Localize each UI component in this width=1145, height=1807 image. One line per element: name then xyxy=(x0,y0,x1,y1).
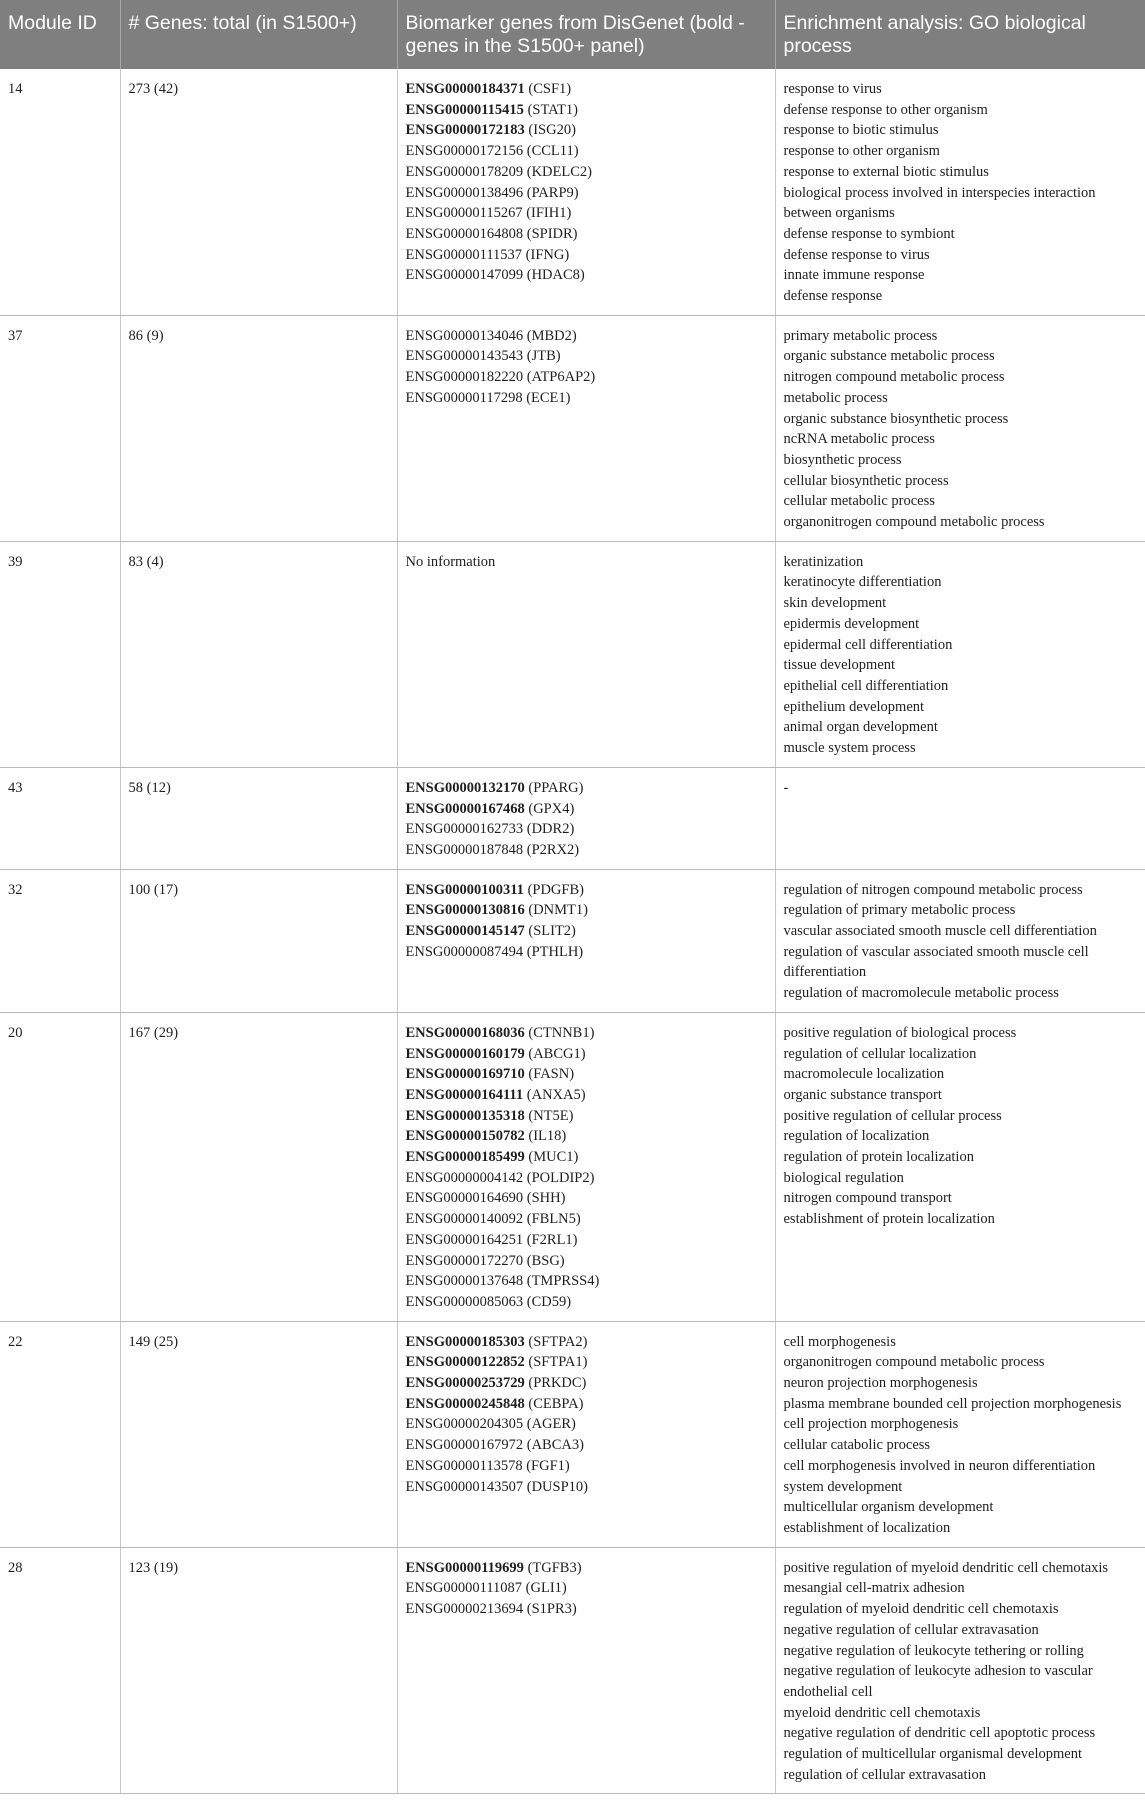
cell-genes-total: 273 (42) xyxy=(120,69,397,315)
gene-symbol: (PRKDC) xyxy=(528,1375,587,1392)
header-go-process: Enrichment analysis: GO biological process xyxy=(775,0,1145,69)
biomarker-gene xyxy=(406,921,767,942)
cell-genes-total: 83 (4) xyxy=(120,541,397,767)
table-row xyxy=(0,869,1145,1012)
gene-symbol: (AGER) xyxy=(526,1416,576,1433)
cell-module-id: 28 xyxy=(0,1547,120,1794)
gene-id-in-panel: ENSG00000253729 xyxy=(405,1375,525,1392)
go-process-item: negative regulation of leukocyte adhesion to vascular endothelial cell xyxy=(783,1663,1093,1700)
gene-symbol: (DUSP10) xyxy=(526,1478,588,1495)
cell-biomarker-genes xyxy=(397,767,775,869)
biomarker-gene xyxy=(406,1064,767,1085)
gene-id-in-panel: ENSG00000185499 xyxy=(405,1149,525,1166)
gene-id: ENSG00000117298 xyxy=(405,389,523,406)
gene-symbol: (ANXA5) xyxy=(526,1086,586,1103)
go-process-item: regulation of localization xyxy=(783,1128,930,1145)
gene-id: ENSG00000134046 xyxy=(405,327,524,344)
gene-id-in-panel: ENSG00000160179 xyxy=(405,1045,525,1062)
biomarker-gene xyxy=(406,224,767,245)
biomarker-gene xyxy=(406,162,767,183)
go-process-item: cellular catabolic process xyxy=(783,1437,931,1454)
biomarker-gene xyxy=(406,1599,767,1620)
table-row xyxy=(0,1547,1145,1794)
gene-symbol: (SFTPA2) xyxy=(528,1333,588,1350)
gene-symbol: (ECE1) xyxy=(526,389,571,406)
gene-symbol: (PARP9) xyxy=(526,184,579,201)
gene-symbol: (SPIDR) xyxy=(526,225,578,242)
cell-genes-total: 86 (9) xyxy=(120,315,397,541)
gene-id: ENSG00000164251 xyxy=(405,1231,524,1248)
biomarker-gene xyxy=(406,1332,767,1353)
gene-id-in-panel: ENSG00000167468 xyxy=(405,800,525,817)
go-process-item: myeloid dendritic cell chemotaxis xyxy=(783,1704,981,1721)
go-process-item: regulation of protein localization xyxy=(783,1149,974,1166)
header-genes-total: # Genes: total (in S1500+) xyxy=(120,0,397,69)
go-process-item: ncRNA metabolic process xyxy=(783,431,935,448)
go-process-item: mesangial cell-matrix adhesion xyxy=(783,1580,965,1597)
go-process-item: biosynthetic process xyxy=(783,451,902,468)
biomarker-gene xyxy=(406,1477,767,1498)
table-body xyxy=(0,69,1145,1794)
biomarker-gene xyxy=(406,1394,767,1415)
gene-id-in-panel: ENSG00000132170 xyxy=(405,779,525,796)
go-process-item: positive regulation of cellular process xyxy=(783,1107,1002,1124)
gene-symbol: (IFNG) xyxy=(525,246,570,263)
biomarker-gene xyxy=(406,1251,767,1272)
gene-id: ENSG00000213694 xyxy=(405,1601,524,1618)
gene-id-in-panel: ENSG00000119699 xyxy=(405,1559,524,1576)
cell-go-processes xyxy=(775,541,1145,767)
gene-symbol: (CCL11) xyxy=(526,143,579,160)
cell-genes-total: 123 (19) xyxy=(120,1547,397,1794)
gene-symbol: (JTB) xyxy=(526,348,561,365)
go-process-item: muscle system process xyxy=(783,740,916,757)
go-process-item: response to other organism xyxy=(783,143,940,160)
biomarker-gene xyxy=(406,1023,767,1044)
go-process-item: plasma membrane bounded cell projection morphogenesis xyxy=(783,1395,1122,1412)
biomarker-gene xyxy=(406,1435,767,1456)
go-process-item: negative regulation of cellular extravasation xyxy=(783,1621,1039,1638)
cell-go-processes xyxy=(775,1547,1145,1794)
go-process-item: regulation of nitrogen compound metabolic process xyxy=(783,881,1083,898)
biomarker-gene xyxy=(406,79,767,100)
go-process-item: vascular associated smooth muscle cell differentiation xyxy=(783,923,1097,940)
gene-symbol: (ATP6AP2) xyxy=(526,369,596,386)
go-process-item: cell projection morphogenesis xyxy=(783,1416,959,1433)
gene-symbol: (DNMT1) xyxy=(528,902,588,919)
gene-id: ENSG00000004142 xyxy=(405,1169,524,1186)
biomarker-gene xyxy=(406,1558,767,1579)
go-process-item: system development xyxy=(783,1478,903,1495)
header-module-id: Module ID xyxy=(0,0,120,69)
gene-symbol: (KDELC2) xyxy=(526,163,592,180)
biomarker-gene xyxy=(406,1126,767,1147)
go-process-item: cell morphogenesis involved in neuron differentiation xyxy=(783,1457,1096,1474)
gene-id-in-panel: ENSG00000184371 xyxy=(405,81,525,97)
biomarker-gene xyxy=(406,1168,767,1189)
gene-id-in-panel: ENSG00000145147 xyxy=(405,923,525,940)
cell-go-processes xyxy=(775,69,1145,315)
table-row xyxy=(0,1012,1145,1321)
gene-id: ENSG00000111537 xyxy=(405,246,523,263)
go-process-item: regulation of primary metabolic process xyxy=(783,902,1016,919)
gene-id-in-panel: ENSG00000100311 xyxy=(405,881,524,898)
gene-id: ENSG00000113578 xyxy=(405,1457,523,1474)
go-process-item: - xyxy=(783,779,789,796)
gene-id: ENSG00000111087 xyxy=(405,1580,523,1597)
gene-id: ENSG00000140092 xyxy=(405,1211,524,1228)
go-process-item: response to biotic stimulus xyxy=(783,122,939,139)
go-process-item: tissue development xyxy=(783,657,896,674)
header-biomarker-genes: Biomarker genes from DisGenet (bold - genes in the S1500+ panel) xyxy=(397,0,775,69)
gene-symbol: (ISG20) xyxy=(528,122,576,139)
cell-go-processes xyxy=(775,1012,1145,1321)
gene-symbol: (STAT1) xyxy=(527,101,578,118)
go-process-item: cellular biosynthetic process xyxy=(783,472,949,489)
cell-genes-total: 58 (12) xyxy=(120,767,397,869)
gene-symbol: (CEBPA) xyxy=(528,1395,584,1412)
go-process-item: regulation of myeloid dendritic cell chemotaxis xyxy=(783,1601,1059,1618)
cell-go-processes xyxy=(775,1321,1145,1547)
biomarker-gene xyxy=(406,265,767,286)
gene-symbol: (PTHLH) xyxy=(526,943,584,960)
cell-biomarker-genes xyxy=(397,1012,775,1321)
gene-symbol: (FGF1) xyxy=(526,1457,570,1474)
cell-genes-total: 100 (17) xyxy=(120,869,397,1012)
gene-id: ENSG00000164808 xyxy=(405,225,524,242)
biomarker-gene xyxy=(406,367,767,388)
biomarker-gene xyxy=(406,183,767,204)
gene-symbol: (MUC1) xyxy=(528,1149,579,1166)
gene-symbol: (PDGFB) xyxy=(527,881,584,898)
no-information-text: No information xyxy=(405,553,496,570)
go-process-item: establishment of localization xyxy=(783,1520,951,1536)
go-process-item: negative regulation of dendritic cell apoptotic process xyxy=(783,1725,1096,1742)
gene-symbol: (ABCA3) xyxy=(526,1437,584,1454)
go-process-item: positive regulation of myeloid dendritic cell chemotaxis xyxy=(783,1559,1109,1576)
gene-symbol: (BSG) xyxy=(526,1252,565,1269)
biomarker-gene xyxy=(406,1373,767,1394)
cell-module-id: 32 xyxy=(0,869,120,1012)
gene-id: ENSG00000085063 xyxy=(405,1293,524,1310)
biomarker-gene xyxy=(406,1230,767,1251)
cell-genes-total: 167 (29) xyxy=(120,1012,397,1321)
cell-module-id: 43 xyxy=(0,767,120,869)
biomarker-gene xyxy=(406,1271,767,1292)
cell-genes-total: 149 (25) xyxy=(120,1321,397,1547)
go-process-item: organic substance transport xyxy=(783,1086,942,1103)
gene-symbol: (CSF1) xyxy=(528,81,572,97)
gene-id: ENSG00000172270 xyxy=(405,1252,524,1269)
biomarker-gene xyxy=(406,388,767,409)
gene-id-in-panel: ENSG00000135318 xyxy=(405,1107,525,1124)
gene-symbol: (POLDIP2) xyxy=(526,1169,595,1186)
gene-id-in-panel: ENSG00000130816 xyxy=(405,902,525,919)
gene-id-in-panel: ENSG00000169710 xyxy=(405,1066,525,1083)
go-process-item: regulation of vascular associated smooth muscle cell differentiation xyxy=(783,943,1089,981)
biomarker-gene xyxy=(406,880,767,901)
go-process-item: regulation of macromolecule metabolic process xyxy=(783,985,1059,1002)
gene-symbol: (TGFB3) xyxy=(527,1559,582,1576)
go-process-item: positive regulation of biological process xyxy=(783,1024,1017,1041)
table-row xyxy=(0,541,1145,767)
biomarker-gene xyxy=(406,1292,767,1313)
gene-symbol: (IL18) xyxy=(528,1128,567,1145)
biomarker-gene xyxy=(406,942,767,963)
gene-id-in-panel: ENSG00000245848 xyxy=(405,1395,525,1412)
biomarker-gene xyxy=(406,203,767,224)
cell-module-id: 14 xyxy=(0,69,120,315)
gene-id: ENSG00000167972 xyxy=(405,1437,524,1454)
cell-biomarker-genes xyxy=(397,1321,775,1547)
table-row xyxy=(0,315,1145,541)
go-process-item: primary metabolic process xyxy=(783,327,938,344)
go-process-item: metabolic process xyxy=(783,389,888,406)
gene-symbol: (NT5E) xyxy=(528,1107,574,1124)
biomarker-gene xyxy=(406,778,767,799)
cell-module-id: 20 xyxy=(0,1012,120,1321)
gene-id: ENSG00000087494 xyxy=(405,943,524,960)
biomarker-gene xyxy=(406,1352,767,1373)
gene-symbol: (SHH) xyxy=(526,1190,566,1207)
biomarker-gene xyxy=(406,819,767,840)
biomarker-gene xyxy=(406,1456,767,1477)
biomarker-gene xyxy=(406,1188,767,1209)
biomarker-gene xyxy=(406,346,767,367)
biomarker-gene xyxy=(406,1106,767,1127)
gene-symbol: (FASN) xyxy=(528,1066,575,1083)
gene-id-in-panel: ENSG00000150782 xyxy=(405,1128,525,1145)
biomarker-gene xyxy=(406,1414,767,1435)
go-process-item: innate immune response xyxy=(783,267,925,284)
gene-id-in-panel: ENSG00000122852 xyxy=(405,1354,525,1371)
biomarker-gene xyxy=(406,1085,767,1106)
go-process-item: regulation of cellular localization xyxy=(783,1045,977,1062)
gene-symbol: (PPARG) xyxy=(528,779,584,796)
gene-symbol: (IFIH1) xyxy=(526,205,572,222)
go-process-item: neuron projection morphogenesis xyxy=(783,1375,978,1392)
cell-biomarker-genes xyxy=(397,69,775,315)
go-process-item: defense response to virus xyxy=(783,246,930,263)
biomarker-gene xyxy=(406,1044,767,1065)
gene-id: ENSG00000138496 xyxy=(405,184,524,201)
biomarker-gene xyxy=(406,900,767,921)
go-process-item: organic substance metabolic process xyxy=(783,348,995,365)
go-process-item: macromolecule localization xyxy=(783,1066,945,1083)
gene-id-in-panel: ENSG00000164111 xyxy=(405,1086,524,1103)
go-process-item: cellular metabolic process xyxy=(783,493,935,510)
gene-id-in-panel: ENSG00000172183 xyxy=(405,122,525,139)
biomarker-gene xyxy=(406,1147,767,1168)
go-process-item: organonitrogen compound metabolic process xyxy=(783,514,1045,531)
go-process-item: negative regulation of leukocyte tethering or rolling xyxy=(783,1642,1084,1659)
biomarker-gene xyxy=(406,245,767,266)
gene-id: ENSG00000162733 xyxy=(405,821,524,838)
gene-symbol: (P2RX2) xyxy=(526,841,580,858)
cell-go-processes xyxy=(775,869,1145,1012)
cell-biomarker-genes xyxy=(397,1547,775,1794)
go-process-item: organic substance biosynthetic process xyxy=(783,410,1009,427)
go-process-item: multicellular organism development xyxy=(783,1499,994,1516)
biomarker-gene xyxy=(406,1209,767,1230)
gene-symbol: (CD59) xyxy=(526,1293,572,1310)
gene-id: ENSG00000137648 xyxy=(405,1273,524,1290)
go-process-item: epidermal cell differentiation xyxy=(783,636,953,653)
go-process-item: nitrogen compound transport xyxy=(783,1190,952,1207)
cell-module-id: 22 xyxy=(0,1321,120,1547)
gene-symbol: (DDR2) xyxy=(526,821,575,838)
gene-id-in-panel: ENSG00000115415 xyxy=(405,101,524,118)
table-row xyxy=(0,767,1145,869)
biomarker-gene xyxy=(406,326,767,347)
go-process-item: skin development xyxy=(783,595,887,612)
gene-symbol: (FBLN5) xyxy=(526,1211,581,1228)
cell-biomarker-genes xyxy=(397,541,775,767)
go-process-item: nitrogen compound metabolic process xyxy=(783,369,1005,386)
gene-symbol: (CTNNB1) xyxy=(528,1024,595,1041)
gene-symbol: (F2RL1) xyxy=(526,1231,578,1248)
cell-biomarker-genes xyxy=(397,869,775,1012)
gene-symbol: (SFTPA1) xyxy=(528,1354,588,1371)
gene-symbol: (HDAC8) xyxy=(526,267,585,284)
cell-go-processes xyxy=(775,767,1145,869)
go-process-item: defense response to other organism xyxy=(783,101,988,118)
gene-id: ENSG00000187848 xyxy=(405,841,524,858)
biomarker-gene xyxy=(406,100,767,121)
cell-biomarker-genes xyxy=(397,315,775,541)
cell-module-id: 37 xyxy=(0,315,120,541)
gene-id: ENSG00000204305 xyxy=(405,1416,524,1433)
gene-id-in-panel: ENSG00000168036 xyxy=(405,1024,525,1041)
gene-symbol: (SLIT2) xyxy=(528,923,576,940)
gene-symbol: (GLI1) xyxy=(525,1580,567,1597)
gene-id: ENSG00000182220 xyxy=(405,369,524,386)
header-row xyxy=(0,0,1145,69)
cell-module-id: 39 xyxy=(0,541,120,767)
gene-id: ENSG00000172156 xyxy=(405,143,524,160)
go-process-item: regulation of multicellular organismal development xyxy=(783,1746,1083,1763)
go-process-item: response to virus xyxy=(783,81,882,97)
go-process-item: cell morphogenesis xyxy=(783,1333,896,1350)
gene-id: ENSG00000143543 xyxy=(405,348,524,365)
gene-id-in-panel: ENSG00000185303 xyxy=(405,1333,525,1350)
gene-symbol: (ABCG1) xyxy=(528,1045,586,1062)
gene-symbol: (GPX4) xyxy=(528,800,575,817)
gene-id: ENSG00000147099 xyxy=(405,267,524,284)
go-process-item: defense response to symbiont xyxy=(783,225,955,242)
table-header xyxy=(0,0,1145,69)
gene-id: ENSG00000164690 xyxy=(405,1190,524,1207)
go-process-item: defense response xyxy=(783,288,883,305)
table-row xyxy=(0,69,1145,315)
go-process-item: biological process involved in interspecies interaction between organisms xyxy=(783,184,1096,222)
table-row xyxy=(0,1321,1145,1547)
go-process-item: epithelium development xyxy=(783,698,925,715)
biomarker-gene xyxy=(406,120,767,141)
go-process-item: response to external biotic stimulus xyxy=(783,163,989,180)
biomarker-gene xyxy=(406,141,767,162)
go-process-item: keratinization xyxy=(783,553,864,570)
gene-symbol: (S1PR3) xyxy=(526,1601,577,1618)
gene-symbol: (MBD2) xyxy=(526,327,577,344)
gene-id: ENSG00000178209 xyxy=(405,163,524,180)
go-process-item: animal organ development xyxy=(783,719,938,736)
gene-id: ENSG00000115267 xyxy=(405,205,523,222)
go-process-item: establishment of protein localization xyxy=(783,1211,995,1228)
gene-symbol: (TMPRSS4) xyxy=(526,1273,600,1290)
go-process-item: keratinocyte differentiation xyxy=(783,574,942,591)
go-process-item: organonitrogen compound metabolic process xyxy=(783,1354,1045,1371)
go-process-item: epidermis development xyxy=(783,615,920,632)
biomarker-gene xyxy=(406,799,767,820)
biomarker-gene xyxy=(406,840,767,861)
go-process-item: biological regulation xyxy=(783,1169,904,1186)
go-process-item: epithelial cell differentiation xyxy=(783,677,949,694)
biomarker-gene xyxy=(406,1578,767,1599)
gene-id: ENSG00000143507 xyxy=(405,1478,524,1495)
go-process-item: regulation of cellular extravasation xyxy=(783,1766,987,1783)
cell-go-processes xyxy=(775,315,1145,541)
